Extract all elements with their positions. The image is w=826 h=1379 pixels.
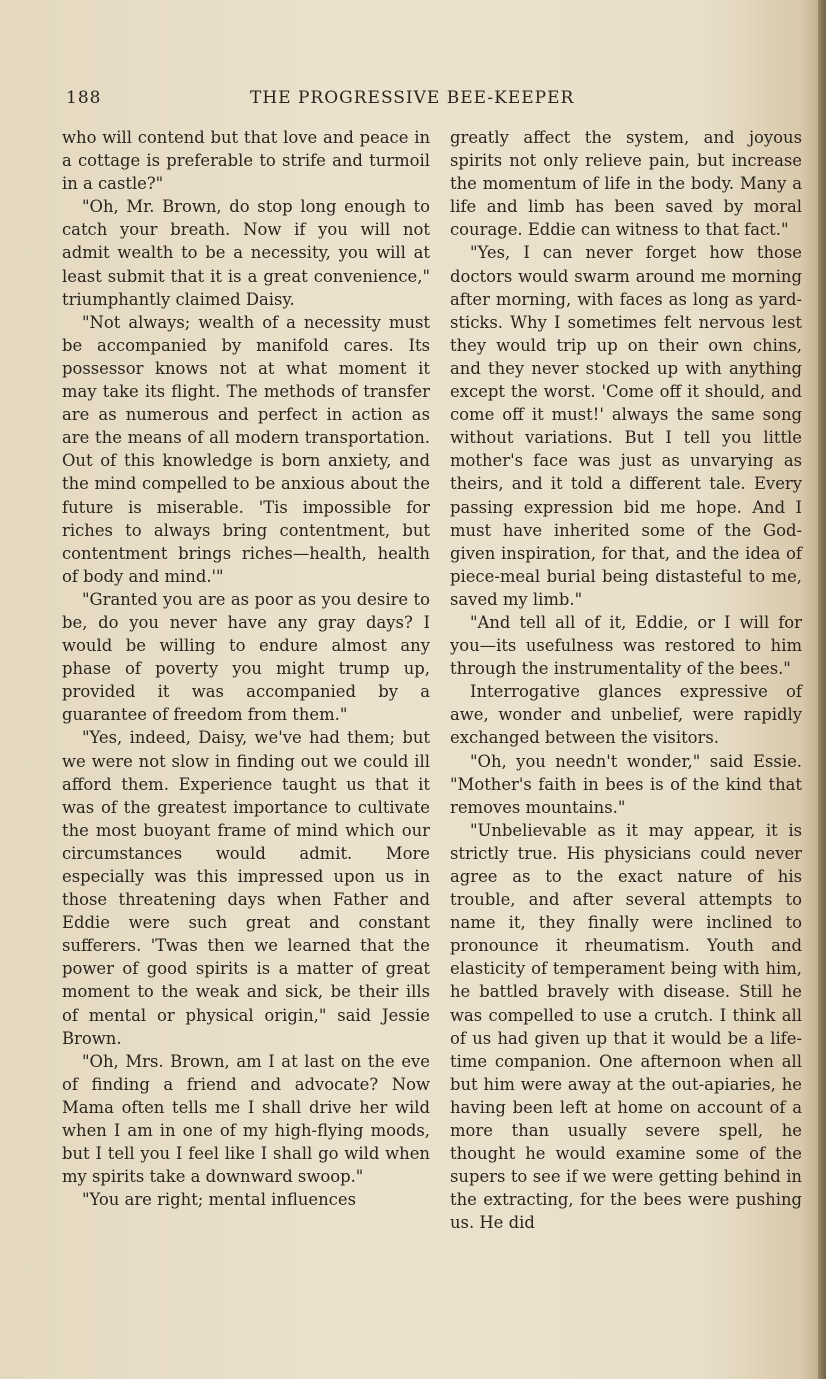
paragraph: who will contend but that love and peace in a cottage is preferable to strife and turmoil in a castle?" [62,128,430,194]
paragraph: "Yes, indeed, Daisy, we've had them; but we were not slow in finding out we could ill afford them. Experience taught us that it was of the greatest importance to cultivate the most buoyant frame of mind which our circumstances would admit. More especially was this impressed upon us in those threatening days when Father and Eddie were such great and constant sufferers. 'Twas then we learned that the power of good spirits is a matter of great moment to the weak and sick, be their ills of mental or physical origin," said Jessie Brown. [62,728,430,1048]
page-edge [818,0,826,1379]
paragraph: "Yes, I can never forget how those doctors would swarm around me morning after morning, with faces as long as yard-sticks. Why I sometimes felt nervous lest they would trip up on their own chins, and they never stocked up with anything except the worst. 'Come off it should, and come off it must!' always the same song without variations. But I tell you little mother's face was just as unvarying as theirs, and it told a different tale. Every passing expression bid me hope. And I must have inherited some of the God-given inspiration, for that, and the idea of piece-meal burial being distasteful to me, saved my limb." [450,243,802,609]
right-column [450,126,802,1235]
paragraph: "Not always; wealth of a necessity must be accompanied by manifold cares. Its possessor knows not at what moment it may take its flight. The methods of transfer are as numerous and perfect in action as are the means of all modern transportation. Out of this knowledge is born anxiety, and the mind compelled to be anxious about the future is miserable. 'Tis impossible for riches to always bring contentment, but contentment brings riches—health, health of body and mind.'" [62,312,430,586]
page-number: 188 [66,88,102,108]
paragraph: "Oh, Mrs. Brown, am I at last on the eve of finding a friend and advocate? Now Mama often tells me I shall drive her wild when I am in one of my high-flying moods, but I tell you I feel like I shall go wild when my spirits take a downward swoop." [62,1051,430,1187]
paragraph: Interrogative glances expressive of awe, wonder and unbelief, were rapidly exchanged between the visitors. [450,682,802,748]
running-title: THE PROGRESSIVE BEE-KEEPER [250,88,575,108]
page-header [60,88,620,112]
paragraph: "Granted you are as poor as you desire to be, do you never have any gray days? I would be willing to endure almost any phase of poverty you might trump up, provided it was accompanied by a guarantee of freedom from them." [62,589,430,725]
paragraph: "You are right; mental influences [82,1190,356,1210]
left-column [62,126,430,1211]
paragraph: "Oh, Mr. Brown, do stop long enough to catch your breath. Now if you will not admit wealth to be a necessity, you will at least submit that it is a great convenience," triumphantly claimed Daisy. [62,197,430,309]
paragraph: "Unbelievable as it may appear, it is strictly true. His physicians could never agree as to the exact nature of his trouble, and after several attempts to name it, they finally were inclined to pronounce it rheumatism. Youth and elasticity of temperament being with him, he battled bravely with disease. Still he was compelled to use a crutch. I think all of us had given up that it would be a life-time companion. One afternoon when all but him were away at the out-apiaries, he having been left at home on account of a more than usually severe spell, he thought he would examine some of the supers to see if we were getting behind in the extracting, for the bees were pushing us. He did [450,820,802,1233]
paragraph: "And tell all of it, Eddie, or I will for you—its usefulness was restored to him through the instrumentality of the bees." [450,612,802,679]
paragraph: "Oh, you needn't wonder," said Essie. "Mother's faith in bees is of the kind that removes mountains." [450,751,802,817]
paragraph: greatly affect the system, and joyous spirits not only relieve pain, but increase the momentum of life in the body. Many a life and limb has been saved by moral courage. Eddie can witness to that fact." [450,128,802,240]
